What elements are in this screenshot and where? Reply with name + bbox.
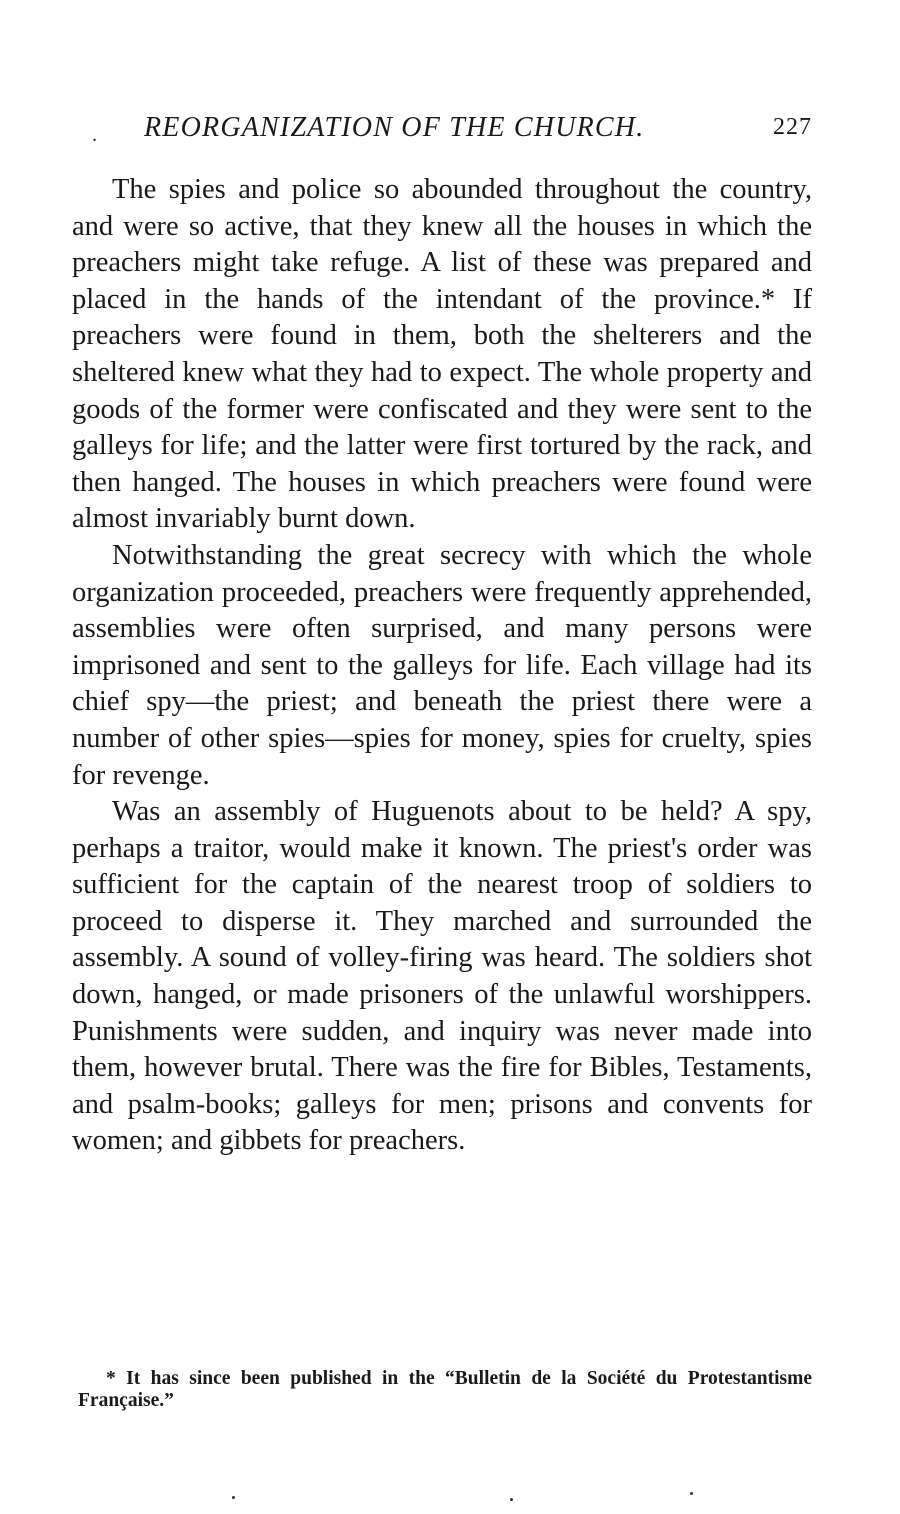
footnote <box>78 1368 812 1412</box>
footnote-text: * It has since been published in the “Bulletin de la Société du Protestantisme Française.” <box>78 1368 812 1411</box>
running-head <box>72 112 812 152</box>
print-speck <box>232 1496 235 1499</box>
print-speck <box>510 1498 513 1501</box>
body-text <box>72 172 812 1160</box>
paragraph-3: Was an assembly of Huguenots about to be held? A spy, perhaps a traitor, would make it known. The priest's order was sufficient for the captain of the nearest troop of soldiers to proceed to disperse it. They marched and surrounded the assembly. A sound of volley-firing was heard. The soldiers shot down, hanged, or made prisoners of the unlawful worshippers. Punishments were sudden, and inquiry was never made into them, however brutal. There was the fire for Bibles, Testaments, and psalm-books; galleys for men; prisons and convents for women; and gibbets for preachers. <box>72 796 812 1157</box>
print-specks <box>0 1490 900 1510</box>
paragraph-1: The spies and police so abounded throughout the country, and were so active, that they knew all the houses in which the preachers might take refuge. A list of these was prepared and placed in the hands of the intendant of the province.* If preachers were found in them, both the shelterers and the sheltered knew what they had to expect. The whole property and goods of the former were confiscated and they were sent to the galleys for life; and the latter were first tortured by the rack, and then hanged. The houses in which preachers were found were almost invariably burnt down. <box>72 174 812 535</box>
paragraph-2: Notwithstanding the great secrecy with which the whole organization proceeded, preachers were frequently apprehended, assemblies were often surprised, and many persons were imprisoned and sent to the galleys for life. Each village had its chief spy—the priest; and beneath the priest there were a number of other spies—spies for money, spies for cruelty, spies for revenge. <box>72 539 812 791</box>
chapter-title: REORGANIZATION OF THE CHURCH. <box>144 112 645 143</box>
print-speck: . <box>92 124 97 146</box>
print-speck <box>690 1492 693 1495</box>
page-number: 227 <box>773 114 812 140</box>
